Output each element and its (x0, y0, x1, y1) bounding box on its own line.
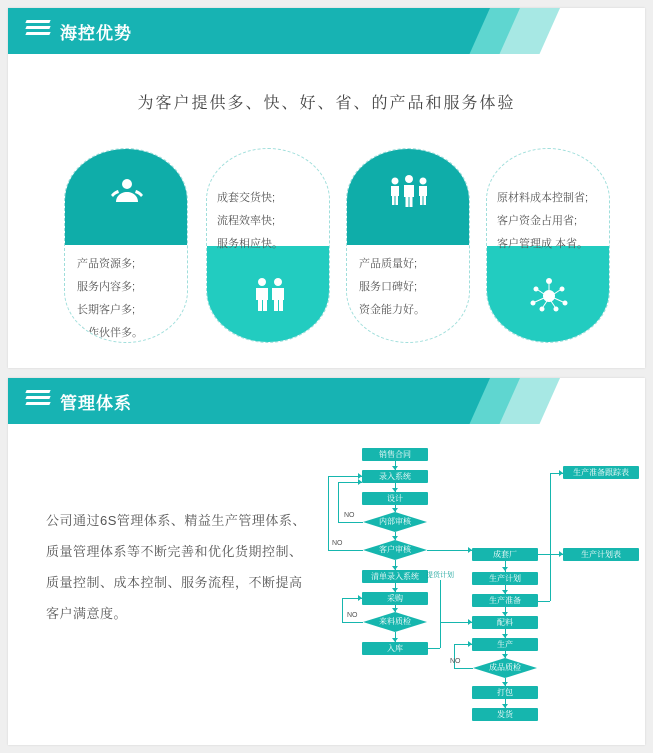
flow-arrow (468, 641, 472, 647)
flow-node-production-plan[interactable]: 生产计划 (472, 572, 538, 585)
flow-arrow (358, 473, 362, 479)
flow-node-design[interactable]: 设计 (362, 492, 428, 505)
flow-node-label: 内部审核 (379, 517, 411, 526)
flow-arrow (392, 566, 398, 570)
two-workers-icon (207, 273, 330, 320)
flow-connector (428, 648, 440, 649)
flow-connector (550, 473, 551, 601)
flow-node-label: 成品质检 (489, 663, 521, 672)
flow-edge-label-no: NO (347, 612, 358, 619)
flow-arrow (392, 638, 398, 642)
flow-arrow (468, 547, 472, 553)
card-line: 服务口碑好; (359, 281, 418, 293)
card-line: 原材料成本控制省; (497, 192, 589, 204)
flow-arrow (392, 588, 398, 592)
flow-arrow (502, 634, 508, 638)
flow-arrow (468, 619, 472, 625)
advantage-card[interactable] (206, 148, 330, 343)
flow-node-production-prep[interactable]: 生产准备 (472, 594, 538, 607)
flow-connector (427, 550, 472, 551)
card-line: 长期客户多; (77, 304, 136, 316)
card-text-lines (487, 187, 610, 256)
flow-node-prep-tracking-table[interactable]: 生产准备跟踪表 (563, 466, 639, 479)
team-group-icon (347, 173, 470, 216)
flow-arrow (502, 590, 508, 594)
flow-node-shipping[interactable]: 发货 (472, 708, 538, 721)
hatch-lines-icon (26, 390, 50, 412)
card-line: 客户管理成 本省。 (497, 238, 589, 250)
flow-arrow (502, 612, 508, 616)
flow-edge-label-no: NO (450, 658, 461, 665)
flow-arrow (392, 508, 398, 512)
flow-connector (454, 668, 473, 669)
flow-arrow (392, 466, 398, 470)
flow-node-material-prep[interactable]: 配料 (472, 616, 538, 629)
card-line: 成套交货快; (217, 192, 276, 204)
advantage-card[interactable] (486, 148, 610, 343)
card-line: 服务相应快。 (217, 238, 283, 250)
card-line: 客户资金占用省; (497, 215, 578, 227)
flow-node-customer-review[interactable] (363, 540, 427, 560)
advantage-headline: 为客户提供多、快、好、省、的产品和服务体验 (137, 95, 516, 112)
flow-node-packing[interactable]: 打包 (472, 686, 538, 699)
flow-connector (338, 522, 363, 523)
card-text-lines (347, 253, 470, 322)
management-section-title: 管理体系 (60, 394, 132, 413)
card-line: 流程效率快; (217, 215, 276, 227)
advantage-section-header (8, 8, 645, 54)
flow-arrow (502, 654, 508, 658)
flow-node-production-plan-table[interactable]: 生产计划表 (563, 548, 639, 561)
flow-arrow (559, 470, 563, 476)
card-line: 产品资源多; (77, 258, 136, 270)
card-line: 服务内容多; (77, 281, 136, 293)
flow-arrow (358, 479, 362, 485)
flow-node-purchase[interactable]: 采购 (362, 592, 428, 605)
flow-connector (342, 622, 363, 623)
flow-node-label: 客户审核 (379, 545, 411, 554)
flow-node-incoming-inspection[interactable] (363, 612, 427, 632)
management-section-header (8, 378, 645, 424)
card-line: 产品质量好; (359, 258, 418, 270)
flow-arrow (502, 567, 508, 571)
flow-edge-label-no: NO (344, 512, 355, 519)
flow-connector (538, 601, 550, 602)
flow-arrow (392, 488, 398, 492)
flow-connector (440, 580, 441, 648)
advantage-card[interactable] (346, 148, 470, 343)
flow-node-production[interactable]: 生产 (472, 638, 538, 651)
hatch-lines-icon (26, 20, 50, 42)
flow-arrow (559, 551, 563, 557)
card-line: 资金能力好。 (359, 304, 425, 316)
flow-edge-label-no: NO (332, 540, 343, 547)
network-node-icon (487, 275, 610, 320)
flow-arrow (502, 682, 508, 686)
flow-connector (328, 476, 329, 550)
advantage-card[interactable] (64, 148, 188, 343)
flow-node-sales-contract[interactable]: 销售合同 (362, 448, 428, 461)
flow-node-enter-system[interactable]: 录入系统 (362, 470, 428, 483)
flow-connector (328, 550, 363, 551)
flow-arrow (392, 536, 398, 540)
flow-arrow (502, 704, 508, 708)
card-text-lines (207, 187, 330, 256)
flow-connector (342, 598, 343, 622)
flow-node-internal-review[interactable] (363, 512, 427, 532)
advantage-panel (8, 8, 645, 368)
management-paragraph: 公司通过6S管理体系、精益生产管理体系、质量管理体系等不断完善和优化货期控制、质量控制、成本控制、服务流程，不断提高客户满意度。 (46, 513, 306, 621)
advantage-section-title: 海控优势 (60, 24, 132, 43)
flow-node-warehouse-in[interactable]: 入库 (362, 642, 428, 655)
flow-arrow (358, 595, 362, 601)
flow-connector (328, 476, 362, 477)
flow-node-assembly-plant[interactable]: 成套厂 (472, 548, 538, 561)
card-text-lines (65, 253, 188, 343)
flow-connector (338, 482, 339, 522)
flow-node-label: 来料质检 (379, 617, 411, 626)
flow-edge-label-pickup-plan: 提货计划 (426, 572, 454, 579)
flow-node-list-entry[interactable]: 清单录入系统 (362, 570, 428, 583)
flow-node-final-inspection[interactable] (473, 658, 537, 678)
person-service-icon (65, 173, 188, 218)
card-line: 合作伙伴多。 (77, 327, 143, 339)
flow-arrow (392, 608, 398, 612)
management-flowchart (320, 430, 645, 740)
